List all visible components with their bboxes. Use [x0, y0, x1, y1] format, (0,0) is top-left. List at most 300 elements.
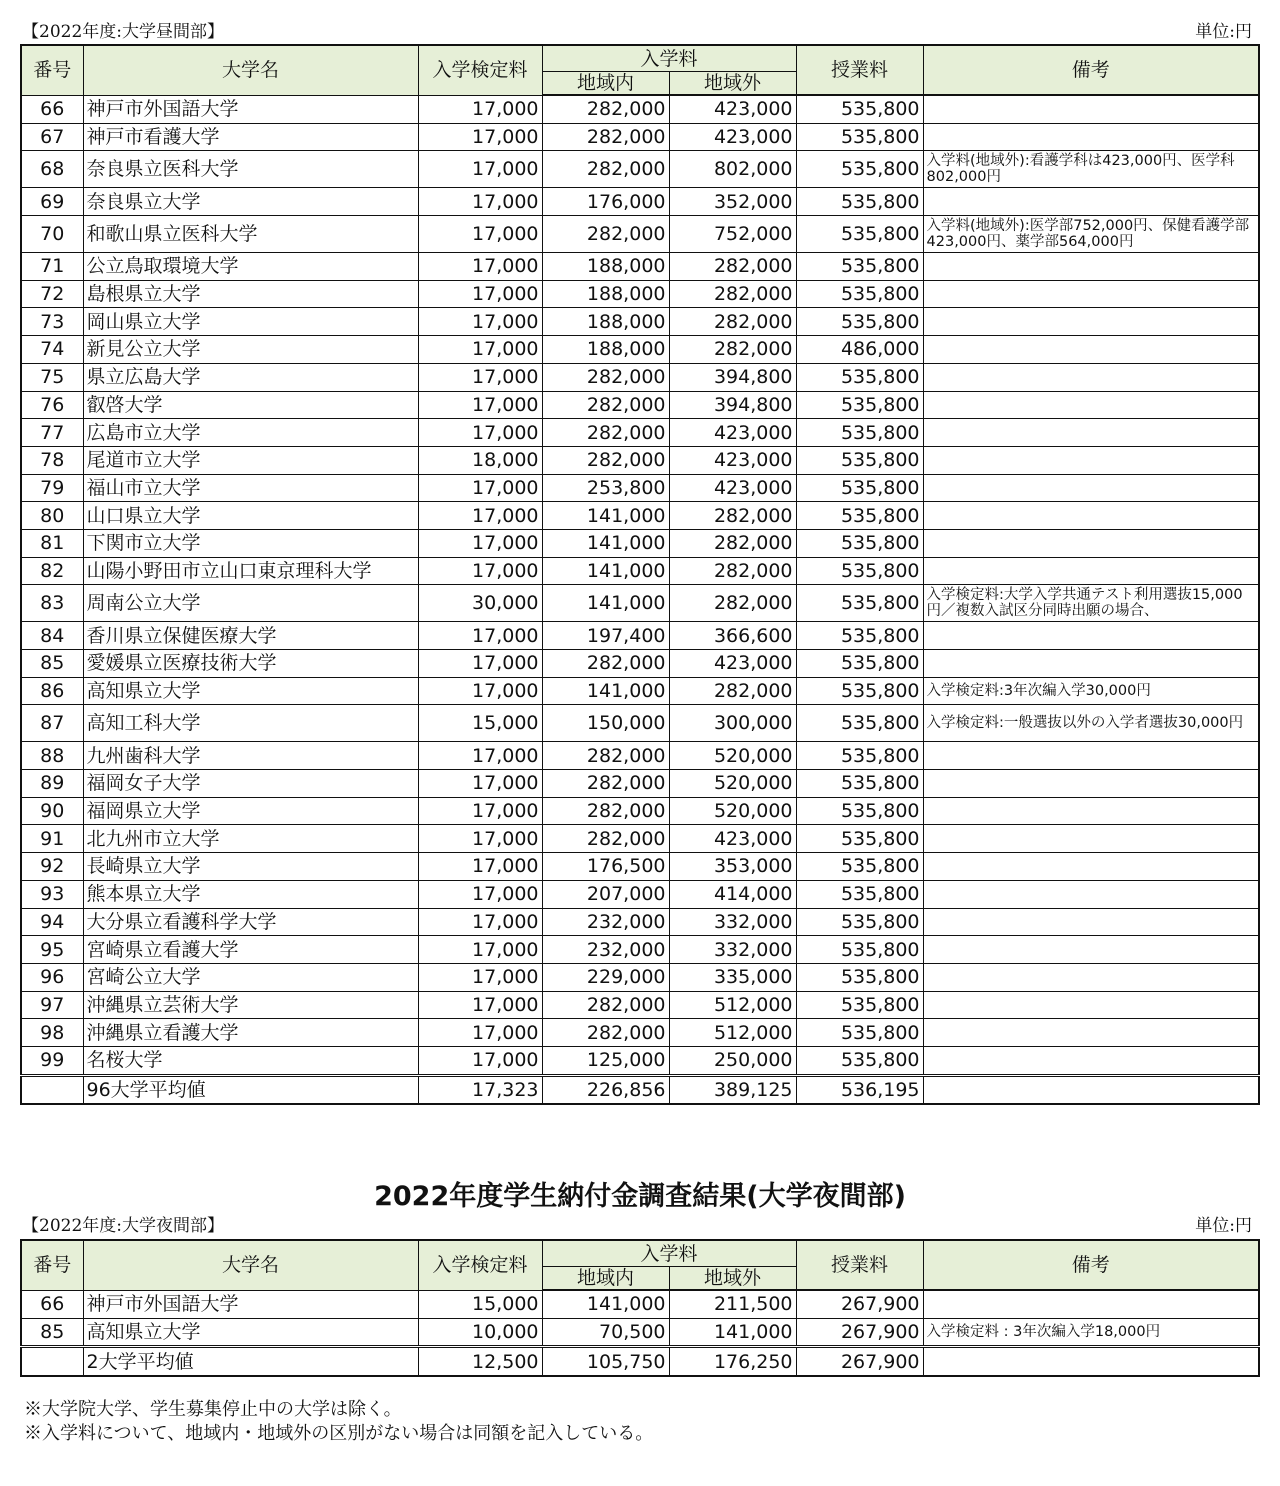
header-name: 大学名 [83, 45, 418, 95]
cell-admission-in-region: 70,500 [542, 1318, 669, 1347]
table-row [21, 742, 1259, 770]
cell-tuition: 535,800 [796, 770, 923, 798]
cell-university-name: 尾道市立大学 [83, 446, 418, 474]
table-row [21, 557, 1259, 585]
header-admission: 入学料 [542, 1240, 796, 1267]
cell-exam-fee: 12,500 [418, 1347, 542, 1376]
cell-exam-fee: 17,000 [418, 151, 542, 188]
cell-no: 93 [21, 880, 83, 908]
cell-university-name: 県立広島大学 [83, 363, 418, 391]
cell-remarks [923, 880, 1259, 908]
table-row [21, 95, 1259, 123]
cell-admission-in-region: 176,000 [542, 188, 669, 216]
cell-admission-out-region: 282,000 [669, 529, 796, 557]
table-row [21, 336, 1259, 364]
cell-exam-fee: 17,000 [418, 991, 542, 1019]
cell-admission-in-region: 176,500 [542, 853, 669, 881]
cell-no: 79 [21, 474, 83, 502]
cell-remarks: 入学料(地域外):医学部752,000円、保健看護学部423,000円、薬学部564,000円 [923, 216, 1259, 253]
cell-admission-in-region: 282,000 [542, 123, 669, 151]
cell-no: 78 [21, 446, 83, 474]
table-row [21, 1019, 1259, 1047]
cell-tuition: 535,800 [796, 908, 923, 936]
table-row [21, 705, 1259, 742]
cell-admission-in-region: 282,000 [542, 216, 669, 253]
cell-no: 95 [21, 936, 83, 964]
cell-remarks [923, 797, 1259, 825]
cell-university-name: 宮崎県立看護大学 [83, 936, 418, 964]
cell-exam-fee: 17,000 [418, 963, 542, 991]
cell-university-name: 名桜大学 [83, 1046, 418, 1075]
cell-no: 69 [21, 188, 83, 216]
cell-no: 81 [21, 529, 83, 557]
cell-admission-in-region: 141,000 [542, 1290, 669, 1318]
cell-university-name: 広島市立大学 [83, 419, 418, 447]
cell-admission-out-region: 423,000 [669, 446, 796, 474]
cell-exam-fee: 17,000 [418, 557, 542, 585]
cell-admission-out-region: 423,000 [669, 474, 796, 502]
cell-no: 82 [21, 557, 83, 585]
cell-admission-out-region: 752,000 [669, 216, 796, 253]
cell-university-name: 香川県立保健医療大学 [83, 622, 418, 650]
header-tuition: 授業料 [796, 1240, 923, 1290]
cell-remarks [923, 474, 1259, 502]
header-remarks: 備考 [923, 1240, 1259, 1290]
cell-remarks [923, 1290, 1259, 1318]
table-row [21, 1318, 1259, 1347]
cell-no: 83 [21, 585, 83, 622]
cell-admission-out-region: 423,000 [669, 95, 796, 123]
cell-admission-out-region: 352,000 [669, 188, 796, 216]
cell-admission-out-region: 211,500 [669, 1290, 796, 1318]
cell-tuition: 267,900 [796, 1347, 923, 1376]
cell-university-name: 山口県立大学 [83, 502, 418, 530]
table-row [21, 1046, 1259, 1075]
cell-admission-in-region: 141,000 [542, 529, 669, 557]
cell-exam-fee: 17,000 [418, 391, 542, 419]
cell-tuition: 535,800 [796, 95, 923, 123]
cell-remarks [923, 123, 1259, 151]
cell-no: 89 [21, 770, 83, 798]
cell-no: 86 [21, 677, 83, 705]
cell-university-name: 96大学平均値 [83, 1075, 418, 1104]
cell-admission-in-region: 232,000 [542, 908, 669, 936]
average-row [21, 1075, 1259, 1104]
cell-admission-out-region: 335,000 [669, 963, 796, 991]
cell-admission-out-region: 520,000 [669, 797, 796, 825]
cell-no: 74 [21, 336, 83, 364]
cell-admission-in-region: 282,000 [542, 363, 669, 391]
header-tuition: 授業料 [796, 45, 923, 95]
table-row [21, 446, 1259, 474]
cell-admission-in-region: 229,000 [542, 963, 669, 991]
cell-admission-in-region: 188,000 [542, 280, 669, 308]
cell-admission-out-region: 353,000 [669, 853, 796, 881]
cell-admission-out-region: 300,000 [669, 705, 796, 742]
cell-exam-fee: 10,000 [418, 1318, 542, 1347]
cell-admission-out-region: 423,000 [669, 650, 796, 678]
night-caption: 【2022年度:大学夜間部】 [22, 1216, 224, 1236]
cell-remarks [923, 529, 1259, 557]
cell-admission-out-region: 282,000 [669, 280, 796, 308]
cell-no: 94 [21, 908, 83, 936]
cell-no [21, 1075, 83, 1104]
cell-remarks [923, 502, 1259, 530]
cell-tuition: 535,800 [796, 991, 923, 1019]
cell-remarks: 入学検定料:大学入学共通テスト利用選抜15,000円／複数入試区分同時出願の場合、 [923, 585, 1259, 622]
cell-tuition: 535,800 [796, 188, 923, 216]
cell-university-name: 沖縄県立看護大学 [83, 1019, 418, 1047]
cell-admission-in-region: 282,000 [542, 770, 669, 798]
cell-remarks [923, 280, 1259, 308]
cell-exam-fee: 17,000 [418, 419, 542, 447]
cell-exam-fee: 18,000 [418, 446, 542, 474]
cell-university-name: 叡啓大学 [83, 391, 418, 419]
table-row [21, 391, 1259, 419]
table-row [21, 280, 1259, 308]
cell-admission-in-region: 188,000 [542, 336, 669, 364]
cell-remarks [923, 991, 1259, 1019]
header-out-region: 地域外 [669, 1267, 796, 1291]
cell-admission-out-region: 414,000 [669, 880, 796, 908]
cell-remarks [923, 1075, 1259, 1104]
cell-remarks [923, 308, 1259, 336]
cell-exam-fee: 17,000 [418, 1019, 542, 1047]
cell-remarks [923, 650, 1259, 678]
cell-admission-in-region: 282,000 [542, 419, 669, 447]
average-row [21, 1347, 1259, 1376]
cell-tuition: 535,800 [796, 1019, 923, 1047]
cell-admission-out-region: 332,000 [669, 936, 796, 964]
cell-tuition: 535,800 [796, 363, 923, 391]
cell-tuition: 535,800 [796, 705, 923, 742]
cell-university-name: 島根県立大学 [83, 280, 418, 308]
cell-tuition: 267,900 [796, 1290, 923, 1318]
cell-admission-out-region: 141,000 [669, 1318, 796, 1347]
cell-exam-fee: 17,000 [418, 825, 542, 853]
cell-exam-fee: 17,000 [418, 650, 542, 678]
cell-no: 97 [21, 991, 83, 1019]
cell-no: 75 [21, 363, 83, 391]
day-caption: 【2022年度:大学昼間部】 [22, 22, 224, 42]
header-name: 大学名 [83, 1240, 418, 1290]
cell-tuition: 535,800 [796, 419, 923, 447]
cell-university-name: 奈良県立大学 [83, 188, 418, 216]
cell-remarks [923, 742, 1259, 770]
cell-admission-in-region: 125,000 [542, 1046, 669, 1075]
cell-admission-out-region: 389,125 [669, 1075, 796, 1104]
cell-no: 99 [21, 1046, 83, 1075]
cell-admission-in-region: 207,000 [542, 880, 669, 908]
cell-exam-fee: 17,000 [418, 253, 542, 281]
cell-university-name: 福岡県立大学 [83, 797, 418, 825]
cell-admission-out-region: 802,000 [669, 151, 796, 188]
footnote-admission: ※入学料について、地域内・地域外の区別がない場合は同額を記入している。 [24, 1423, 654, 1444]
cell-tuition: 535,800 [796, 825, 923, 853]
cell-admission-out-region: 332,000 [669, 908, 796, 936]
cell-admission-in-region: 141,000 [542, 557, 669, 585]
cell-exam-fee: 17,000 [418, 908, 542, 936]
table-row [21, 188, 1259, 216]
cell-tuition: 535,800 [796, 1046, 923, 1075]
cell-tuition: 535,800 [796, 853, 923, 881]
cell-admission-in-region: 141,000 [542, 502, 669, 530]
cell-admission-out-region: 520,000 [669, 770, 796, 798]
cell-remarks [923, 1347, 1259, 1376]
cell-exam-fee: 17,000 [418, 853, 542, 881]
cell-exam-fee: 30,000 [418, 585, 542, 622]
cell-tuition: 535,800 [796, 308, 923, 336]
cell-tuition: 536,195 [796, 1075, 923, 1104]
cell-university-name: 高知県立大学 [83, 677, 418, 705]
cell-tuition: 535,800 [796, 963, 923, 991]
cell-university-name: 九州歯科大学 [83, 742, 418, 770]
cell-remarks: 入学検定料:一般選抜以外の入学者選抜30,000円 [923, 705, 1259, 742]
cell-admission-in-region: 188,000 [542, 253, 669, 281]
header-exam-fee: 入学検定料 [418, 1240, 542, 1290]
cell-tuition: 535,800 [796, 216, 923, 253]
table-row [21, 936, 1259, 964]
cell-university-name: 神戸市看護大学 [83, 123, 418, 151]
cell-university-name: 新見公立大学 [83, 336, 418, 364]
cell-admission-out-region: 512,000 [669, 1019, 796, 1047]
cell-remarks [923, 1019, 1259, 1047]
cell-remarks [923, 363, 1259, 391]
cell-admission-in-region: 282,000 [542, 742, 669, 770]
cell-remarks [923, 908, 1259, 936]
cell-remarks [923, 253, 1259, 281]
cell-remarks [923, 419, 1259, 447]
cell-remarks [923, 391, 1259, 419]
cell-university-name: 奈良県立医科大学 [83, 151, 418, 188]
cell-exam-fee: 17,000 [418, 622, 542, 650]
cell-exam-fee: 17,000 [418, 677, 542, 705]
cell-university-name: 宮崎公立大学 [83, 963, 418, 991]
cell-tuition: 535,800 [796, 677, 923, 705]
cell-exam-fee: 17,000 [418, 474, 542, 502]
cell-no: 96 [21, 963, 83, 991]
cell-university-name: 下関市立大学 [83, 529, 418, 557]
cell-tuition: 535,800 [796, 622, 923, 650]
table-row [21, 308, 1259, 336]
cell-admission-in-region: 150,000 [542, 705, 669, 742]
cell-remarks [923, 622, 1259, 650]
cell-exam-fee: 17,000 [418, 770, 542, 798]
cell-university-name: 高知県立大学 [83, 1318, 418, 1347]
cell-no: 67 [21, 123, 83, 151]
cell-tuition: 535,800 [796, 529, 923, 557]
header-in-region: 地域内 [542, 1267, 669, 1291]
night-section-title: 2022年度学生納付金調査結果(大学夜間部) [374, 1181, 906, 1212]
cell-university-name: 和歌山県立医科大学 [83, 216, 418, 253]
table-row [21, 650, 1259, 678]
cell-exam-fee: 17,000 [418, 308, 542, 336]
cell-no: 73 [21, 308, 83, 336]
table-row [21, 123, 1259, 151]
cell-tuition: 535,800 [796, 253, 923, 281]
cell-no: 90 [21, 797, 83, 825]
cell-tuition: 535,800 [796, 391, 923, 419]
cell-university-name: 岡山県立大学 [83, 308, 418, 336]
table-row [21, 502, 1259, 530]
cell-admission-in-region: 282,000 [542, 650, 669, 678]
cell-tuition: 535,800 [796, 936, 923, 964]
cell-exam-fee: 17,000 [418, 336, 542, 364]
cell-remarks [923, 336, 1259, 364]
cell-no: 80 [21, 502, 83, 530]
cell-admission-in-region: 188,000 [542, 308, 669, 336]
table-row [21, 908, 1259, 936]
night-unit-label: 単位:円 [1195, 1216, 1252, 1236]
table-row [21, 991, 1259, 1019]
cell-remarks [923, 557, 1259, 585]
table-row [21, 474, 1259, 502]
cell-exam-fee: 15,000 [418, 705, 542, 742]
cell-remarks [923, 1046, 1259, 1075]
header-in-region: 地域内 [542, 72, 669, 96]
cell-remarks [923, 188, 1259, 216]
table-row [21, 622, 1259, 650]
table-row [21, 585, 1259, 622]
cell-no: 84 [21, 622, 83, 650]
header-no: 番号 [21, 45, 83, 95]
cell-remarks: 入学料(地域外):看護学科は423,000円、医学科802,000円 [923, 151, 1259, 188]
cell-admission-out-region: 394,800 [669, 363, 796, 391]
cell-admission-out-region: 282,000 [669, 253, 796, 281]
cell-tuition: 535,800 [796, 502, 923, 530]
table-row [21, 797, 1259, 825]
cell-remarks [923, 770, 1259, 798]
cell-tuition: 535,800 [796, 446, 923, 474]
cell-admission-in-region: 232,000 [542, 936, 669, 964]
cell-admission-in-region: 282,000 [542, 825, 669, 853]
cell-admission-in-region: 105,750 [542, 1347, 669, 1376]
cell-no [21, 1347, 83, 1376]
cell-exam-fee: 17,000 [418, 363, 542, 391]
cell-university-name: 北九州市立大学 [83, 825, 418, 853]
cell-tuition: 535,800 [796, 280, 923, 308]
table-row [21, 363, 1259, 391]
cell-admission-in-region: 141,000 [542, 677, 669, 705]
cell-admission-in-region: 226,856 [542, 1075, 669, 1104]
cell-no: 68 [21, 151, 83, 188]
cell-remarks [923, 936, 1259, 964]
cell-university-name: 長崎県立大学 [83, 853, 418, 881]
cell-admission-out-region: 423,000 [669, 825, 796, 853]
cell-admission-in-region: 282,000 [542, 151, 669, 188]
cell-exam-fee: 17,000 [418, 742, 542, 770]
cell-tuition: 535,800 [796, 151, 923, 188]
cell-exam-fee: 17,000 [418, 280, 542, 308]
cell-no: 85 [21, 650, 83, 678]
cell-exam-fee: 17,323 [418, 1075, 542, 1104]
cell-university-name: 福岡女子大学 [83, 770, 418, 798]
cell-admission-in-region: 282,000 [542, 391, 669, 419]
table-row [21, 677, 1259, 705]
cell-exam-fee: 17,000 [418, 502, 542, 530]
day-unit-label: 単位:円 [1195, 22, 1252, 42]
cell-no: 72 [21, 280, 83, 308]
table-row [21, 825, 1259, 853]
table-row [21, 880, 1259, 908]
cell-admission-in-region: 282,000 [542, 95, 669, 123]
cell-admission-out-region: 282,000 [669, 502, 796, 530]
cell-admission-in-region: 197,400 [542, 622, 669, 650]
cell-remarks [923, 95, 1259, 123]
cell-exam-fee: 17,000 [418, 188, 542, 216]
header-out-region: 地域外 [669, 72, 796, 96]
cell-admission-out-region: 423,000 [669, 419, 796, 447]
cell-admission-in-region: 282,000 [542, 1019, 669, 1047]
cell-no: 70 [21, 216, 83, 253]
cell-university-name: 愛媛県立医療技術大学 [83, 650, 418, 678]
cell-university-name: 山陽小野田市立山口東京理科大学 [83, 557, 418, 585]
cell-remarks: 入学検定料 : 3年次編入学18,000円 [923, 1318, 1259, 1347]
cell-remarks [923, 853, 1259, 881]
cell-university-name: 沖縄県立芸術大学 [83, 991, 418, 1019]
cell-exam-fee: 17,000 [418, 123, 542, 151]
header-admission: 入学料 [542, 45, 796, 72]
cell-no: 91 [21, 825, 83, 853]
cell-admission-out-region: 394,800 [669, 391, 796, 419]
cell-tuition: 535,800 [796, 742, 923, 770]
table-row [21, 216, 1259, 253]
cell-no: 76 [21, 391, 83, 419]
cell-tuition: 535,800 [796, 880, 923, 908]
cell-no: 66 [21, 95, 83, 123]
cell-admission-in-region: 282,000 [542, 446, 669, 474]
cell-exam-fee: 17,000 [418, 1046, 542, 1075]
cell-admission-in-region: 253,800 [542, 474, 669, 502]
cell-exam-fee: 17,000 [418, 216, 542, 253]
cell-university-name: 周南公立大学 [83, 585, 418, 622]
cell-tuition: 267,900 [796, 1318, 923, 1347]
table-row [21, 419, 1259, 447]
cell-remarks [923, 446, 1259, 474]
cell-exam-fee: 17,000 [418, 936, 542, 964]
cell-exam-fee: 17,000 [418, 95, 542, 123]
cell-university-name: 高知工科大学 [83, 705, 418, 742]
cell-admission-in-region: 282,000 [542, 797, 669, 825]
cell-tuition: 535,800 [796, 123, 923, 151]
cell-admission-out-region: 282,000 [669, 677, 796, 705]
cell-admission-in-region: 282,000 [542, 991, 669, 1019]
header-remarks: 備考 [923, 45, 1259, 95]
table-row [21, 1290, 1259, 1318]
cell-exam-fee: 15,000 [418, 1290, 542, 1318]
cell-university-name: 福山市立大学 [83, 474, 418, 502]
cell-no: 71 [21, 253, 83, 281]
cell-admission-out-region: 282,000 [669, 336, 796, 364]
cell-remarks [923, 963, 1259, 991]
cell-remarks [923, 825, 1259, 853]
cell-admission-out-region: 176,250 [669, 1347, 796, 1376]
table-row [21, 529, 1259, 557]
cell-tuition: 486,000 [796, 336, 923, 364]
cell-tuition: 535,800 [796, 797, 923, 825]
cell-tuition: 535,800 [796, 585, 923, 622]
footnote-excluded: ※大学院大学、学生募集停止中の大学は除く。 [24, 1399, 402, 1420]
cell-no: 85 [21, 1318, 83, 1347]
cell-no: 77 [21, 419, 83, 447]
cell-tuition: 535,800 [796, 650, 923, 678]
header-exam-fee: 入学検定料 [418, 45, 542, 95]
cell-exam-fee: 17,000 [418, 529, 542, 557]
cell-admission-out-region: 282,000 [669, 557, 796, 585]
day-fee-table [20, 44, 1260, 1105]
table-row [21, 253, 1259, 281]
cell-exam-fee: 17,000 [418, 797, 542, 825]
